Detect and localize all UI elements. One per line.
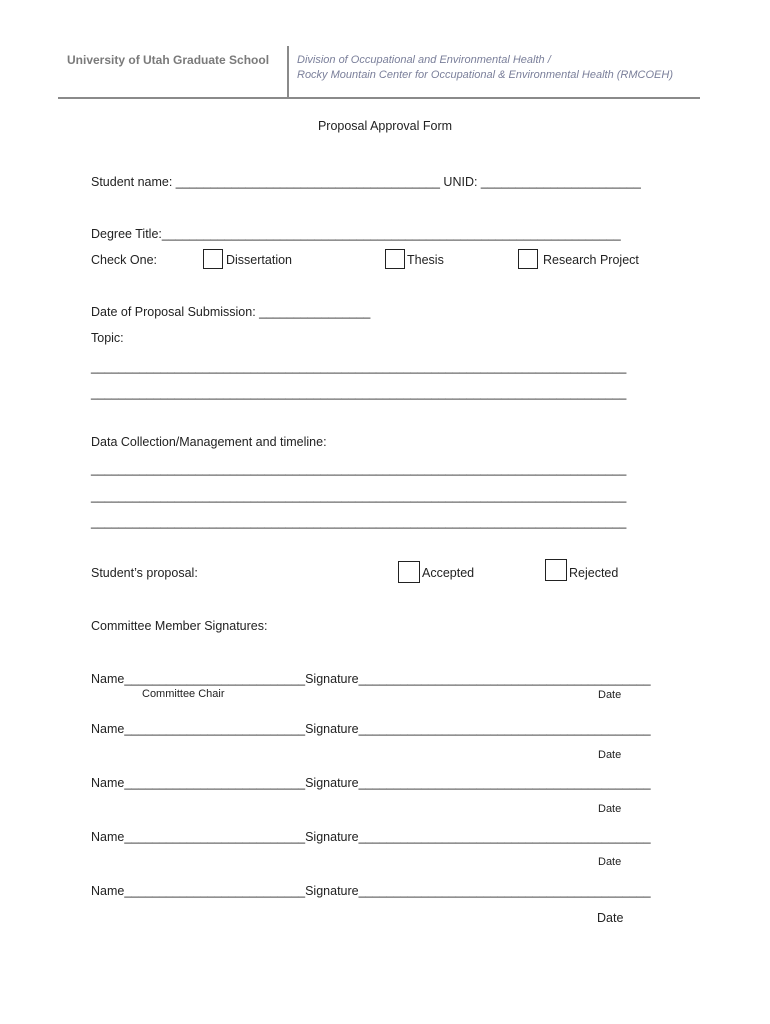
university-name: University of Utah Graduate School — [67, 53, 270, 67]
date-submission-field[interactable]: Date of Proposal Submission: ________________ — [91, 305, 371, 319]
committee-chair-caption: Committee Chair — [142, 688, 225, 700]
date-caption: Date — [598, 689, 622, 701]
division-name-line2: Rocky Mountain Center for Occupational & Environmental Health (RMCOEH) — [297, 69, 673, 81]
dissertation-label: Dissertation — [226, 253, 292, 267]
topic-line[interactable]: _____________________________________________________________________________ — [91, 360, 627, 374]
student-name-field[interactable]: Student name: ______________________________________ UNID: _______________________ — [91, 175, 641, 189]
thesis-label: Thesis — [407, 253, 444, 267]
research-project-checkbox[interactable] — [518, 249, 538, 269]
rejected-label: Rejected — [569, 566, 619, 580]
dissertation-checkbox[interactable] — [203, 249, 223, 269]
header-divider-horizontal — [58, 97, 700, 99]
accepted-label: Accepted — [422, 566, 475, 580]
header-divider-vertical — [287, 46, 289, 98]
data-collection-line[interactable]: _____________________________________________________________________________ — [91, 489, 627, 503]
committee-signatures-label: Committee Member Signatures: — [91, 619, 268, 633]
date-caption: Date — [598, 803, 622, 815]
rejected-checkbox[interactable] — [545, 559, 567, 581]
date-caption: Date — [598, 749, 622, 761]
topic-label: Topic: — [91, 331, 124, 345]
students-proposal-label: Student’s proposal: — [91, 566, 198, 580]
signature-row[interactable]: Name__________________________Signature__________________________________________ — [91, 830, 651, 844]
signature-row[interactable]: Name__________________________Signature__________________________________________ — [91, 722, 651, 736]
signature-row[interactable]: Name__________________________Signature__________________________________________ — [91, 884, 651, 898]
check-one-label: Check One: — [91, 253, 158, 267]
topic-line[interactable]: _____________________________________________________________________________ — [91, 386, 627, 400]
accepted-checkbox[interactable] — [398, 561, 420, 583]
data-collection-label: Data Collection/Management and timeline: — [91, 435, 327, 449]
research-project-label: Research Project — [543, 253, 639, 267]
date-caption: Date — [598, 856, 622, 868]
degree-title-field[interactable]: Degree Title:__________________________________________________________________ — [91, 227, 621, 241]
thesis-checkbox[interactable] — [385, 249, 405, 269]
division-name-line1: Division of Occupational and Environmental Health / — [297, 54, 551, 66]
form-title: Proposal Approval Form — [317, 119, 453, 133]
data-collection-line[interactable]: _____________________________________________________________________________ — [91, 515, 627, 529]
signature-row-chair[interactable]: Name__________________________Signature__________________________________________ — [91, 672, 651, 686]
data-collection-line[interactable]: _____________________________________________________________________________ — [91, 462, 627, 476]
date-caption: Date — [597, 911, 624, 925]
signature-row[interactable]: Name__________________________Signature__________________________________________ — [91, 776, 651, 790]
